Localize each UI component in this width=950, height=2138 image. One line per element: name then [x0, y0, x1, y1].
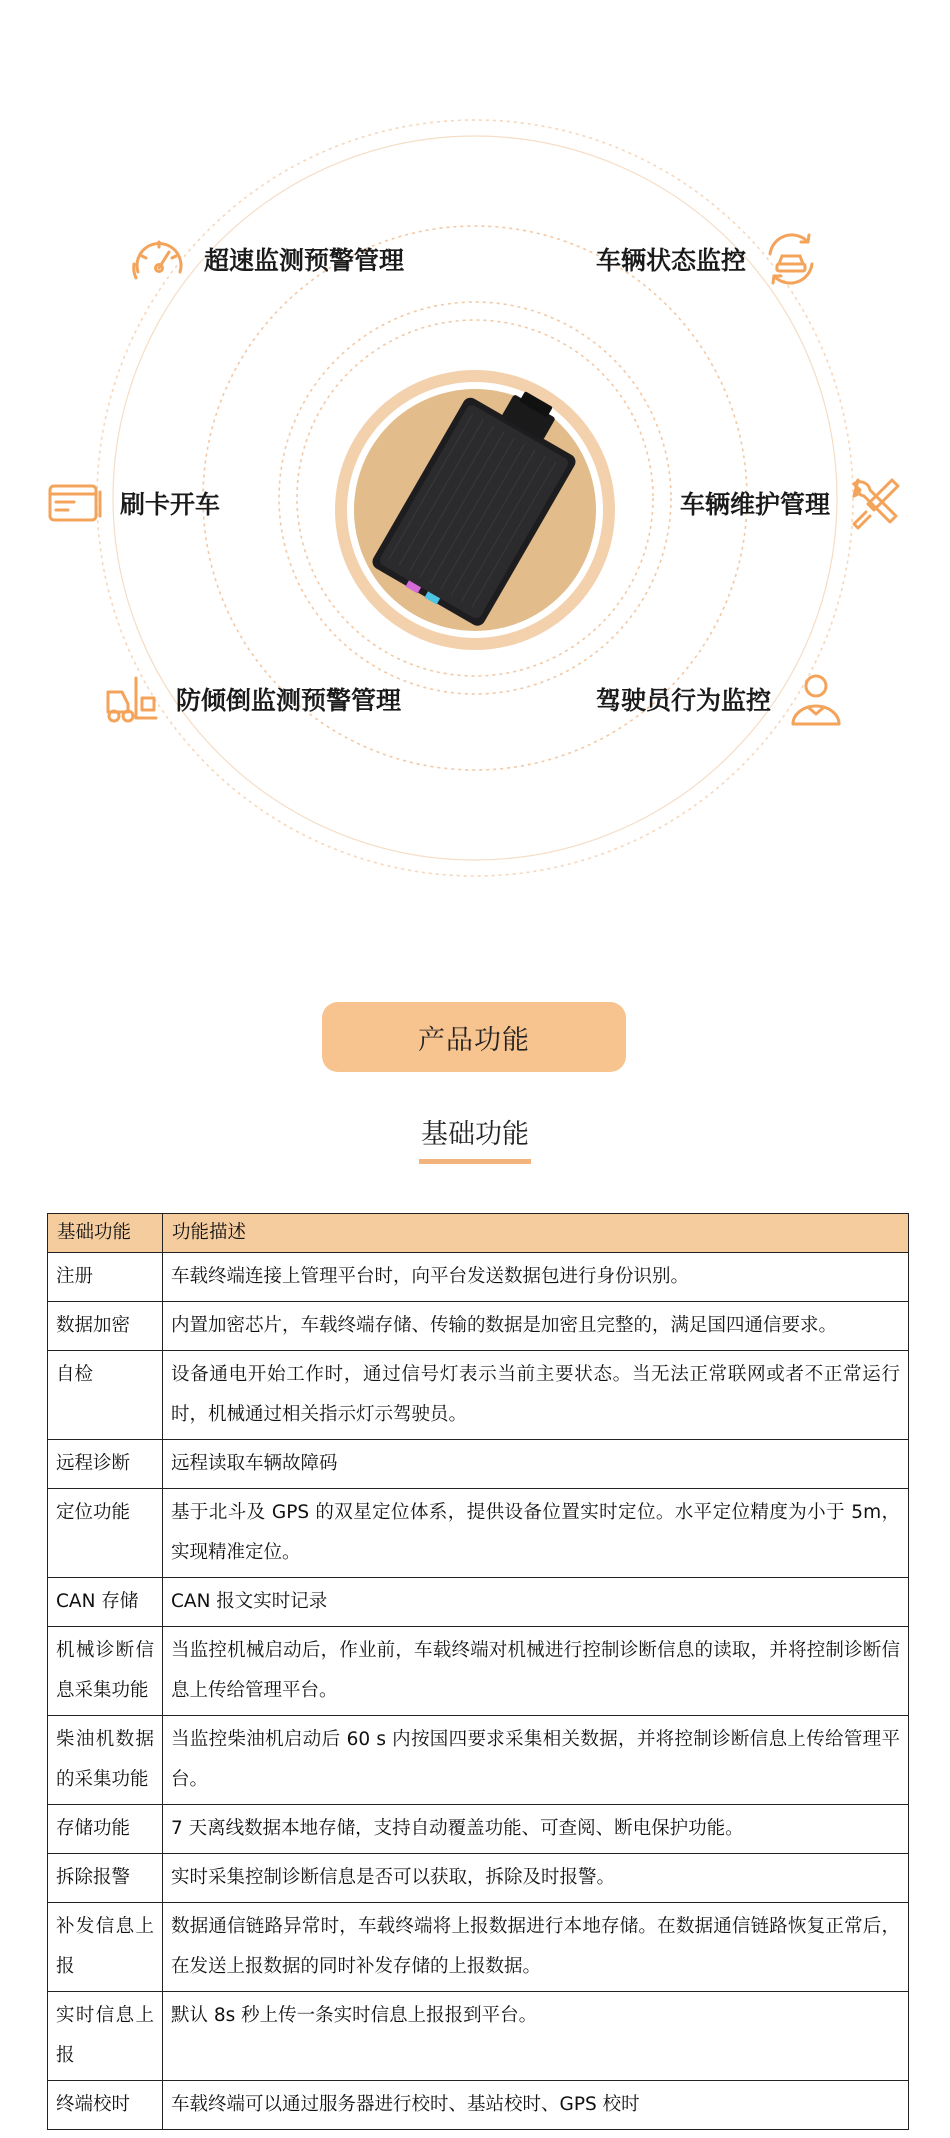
feature-tilt-warning-label: 防倾倒监测预警管理: [176, 686, 402, 715]
table-header-row: [48, 1214, 909, 1253]
tools-icon: [844, 472, 906, 534]
feature-maintenance: [680, 472, 906, 534]
driver-icon: [785, 668, 847, 730]
row-feature-description: 当监控柴油机启动后 60 s 内按国四要求采集相关数据，并将控制诊断信息上传给管理平台。: [163, 1716, 909, 1805]
row-feature-description: 基于北斗及 GPS 的双星定位体系，提供设备位置实时定位。水平定位精度为小于 5m，实现精准定位。: [163, 1489, 909, 1578]
table-row: [48, 1716, 909, 1805]
row-feature-name: 数据加密: [48, 1302, 163, 1351]
header-description: 功能描述: [163, 1214, 909, 1253]
pill-label: 产品功能: [418, 1024, 530, 1056]
feature-card-start: [44, 472, 220, 534]
feature-maintenance-label: 车辆维护管理: [680, 490, 831, 519]
table-row: [48, 1302, 909, 1351]
feature-driver-monitor-label: 驾驶员行为监控: [596, 686, 772, 715]
table-row: [48, 1440, 909, 1489]
row-feature-name: 注册: [48, 1253, 163, 1302]
card-icon: [44, 472, 106, 534]
header-feature: 基础功能: [48, 1214, 163, 1253]
feature-card-start-label: 刷卡开车: [120, 490, 221, 519]
table-row: [48, 2081, 909, 2130]
row-feature-name: 存储功能: [48, 1805, 163, 1854]
forklift-icon: [100, 668, 162, 730]
device-image: [333, 368, 617, 652]
table-row: [48, 1854, 909, 1903]
car-refresh-icon: [760, 228, 822, 290]
hero-section: [0, 0, 950, 920]
table-row: [48, 1253, 909, 1302]
row-feature-name: 终端校时: [48, 2081, 163, 2130]
row-feature-description: 车载终端可以通过服务器进行校时、基站校时、GPS 校时: [163, 2081, 909, 2130]
row-feature-description: 当监控机械启动后，作业前，车载终端对机械进行控制诊断信息的读取，并将控制诊断信息上传给管理平台。: [163, 1627, 909, 1716]
row-feature-description: 7 天离线数据本地存储，支持自动覆盖功能、可查阅、断电保护功能。: [163, 1805, 909, 1854]
feature-vehicle-status-label: 车辆状态监控: [596, 246, 747, 275]
row-feature-name: 定位功能: [48, 1489, 163, 1578]
row-feature-description: 车载终端连接上管理平台时，向平台发送数据包进行身份识别。: [163, 1253, 909, 1302]
row-feature-description: 实时采集控制诊断信息是否可以获取，拆除及时报警。: [163, 1854, 909, 1903]
row-feature-name: 补发信息上报: [48, 1903, 163, 1992]
feature-vehicle-status: [596, 228, 822, 290]
table-row: [48, 1627, 909, 1716]
row-feature-description: 默认 8s 秒上传一条实时信息上报报到平台。: [163, 1992, 909, 2081]
row-feature-name: 远程诊断: [48, 1440, 163, 1489]
row-feature-name: 自检: [48, 1351, 163, 1440]
table-row: [48, 1992, 909, 2081]
table-row: [48, 1351, 909, 1440]
table-body: [48, 1253, 909, 2130]
feature-driver-monitor: [596, 668, 847, 730]
row-feature-description: 远程读取车辆故障码: [163, 1440, 909, 1489]
row-feature-description: 内置加密芯片，车载终端存储、传输的数据是加密且完整的，满足国四通信要求。: [163, 1302, 909, 1351]
product-features-pill: [322, 1002, 626, 1072]
table-row: [48, 1805, 909, 1854]
features-table: [47, 1213, 909, 2130]
subtitle-label: 基础功能: [419, 1112, 531, 1164]
row-feature-description: CAN 报文实时记录: [163, 1578, 909, 1627]
row-feature-description: 设备通电开始工作时，通过信号灯表示当前主要状态。当无法正常联网或者不正常运行时，机械通过相关指示灯示驾驶员。: [163, 1351, 909, 1440]
row-feature-name: 机械诊断信息采集功能: [48, 1627, 163, 1716]
feature-overspeed-label: 超速监测预警管理: [204, 246, 405, 275]
row-feature-name: 实时信息上报: [48, 1992, 163, 2081]
section-subtitle: [0, 1112, 950, 1164]
row-feature-name: CAN 存储: [48, 1578, 163, 1627]
table-row: [48, 1578, 909, 1627]
feature-tilt-warning: [100, 668, 401, 730]
speedometer-icon: [128, 228, 190, 290]
row-feature-description: 数据通信链路异常时，车载终端将上报数据进行本地存储。在数据通信链路恢复正常后，在发送上报数据的同时补发存储的上报数据。: [163, 1903, 909, 1992]
table-row: [48, 1489, 909, 1578]
feature-overspeed: [128, 228, 404, 290]
row-feature-name: 柴油机数据的采集功能: [48, 1716, 163, 1805]
table-row: [48, 1903, 909, 1992]
row-feature-name: 拆除报警: [48, 1854, 163, 1903]
gps-terminal-illustration: [333, 368, 617, 652]
